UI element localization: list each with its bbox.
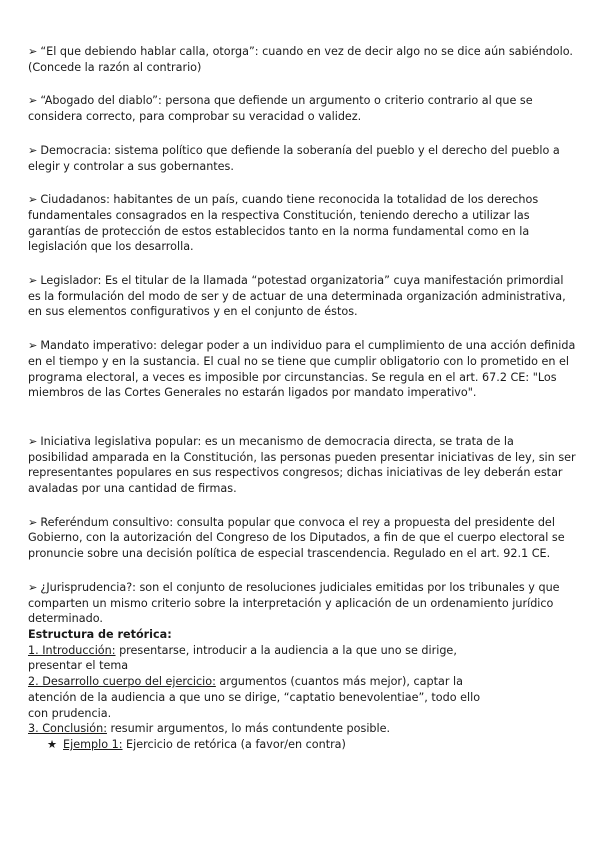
definition-calla [28, 44, 576, 75]
section-title: 2. Desarrollo cuerpo del ejercicio: [28, 675, 216, 689]
definition-text: Legislador: Es el titular de la llamada “potestad organizatoria” cuya manifestación primordial es la formulación del modo de ser y de actuar de una determinada organización administrativa, en sus elementos configurativos y en el conjunto de éstos. [28, 274, 566, 319]
section-text: argumentos (cuantos más mejor), captar la [215, 675, 463, 689]
section-text-line2: atención de la audiencia a que uno se dirige, “captatio benevolentiae”, todo ello [28, 690, 481, 704]
definition-text: Democracia: sistema político que defiende la soberanía del pueblo y el derecho del pueblo a elegir y controlar a sus gobernantes. [28, 143, 560, 173]
arrow-icon: ➢ [28, 515, 38, 529]
section-text-line3: con prudencia. [28, 706, 112, 720]
arrow-icon: ➢ [28, 580, 38, 594]
definition-text: Iniciativa legislativa popular: es un mecanismo de democracia directa, se trata de la posibilidad amparada en la Constitución, las personas pueden presentar iniciativas de ley, sin ser representantes populares en sus respectivos congresos; dichas iniciativas de ley deberán estar avaladas por una cantidad de firmas. [28, 434, 576, 496]
rhetoric-example [47, 737, 576, 753]
section-title: 3. Conclusión: [28, 722, 107, 736]
section-text-line2: presentar el tema [28, 659, 129, 673]
definition-legislador [28, 273, 576, 320]
arrow-icon: ➢ [28, 94, 38, 108]
definition-text: ¿Jurisprudencia?: son el conjunto de resoluciones judiciales emitidas por los tribunales y que comparten un mismo criterio sobre la interpretación y aplicación de un ordenamiento jurídico determinado. [28, 580, 560, 626]
rhetoric-section-introduccion [28, 643, 576, 674]
arrow-icon: ➢ [28, 339, 38, 353]
document-page [28, 44, 576, 753]
section-text: resumir argumentos, lo más contundente posible. [106, 722, 391, 736]
rhetoric-section-desarrollo [28, 674, 576, 721]
definition-mandato [28, 338, 576, 401]
arrow-icon: ➢ [28, 143, 38, 157]
definition-abogado [28, 93, 576, 124]
arrow-icon: ➢ [28, 193, 38, 207]
definition-text: “Abogado del diablo”: persona que defiende un argumento o criterio contrario al que se considera correcto, para comprobar su veracidad o validez. [28, 94, 533, 124]
definition-jurisprudencia [28, 580, 576, 627]
star-icon: ★ [47, 737, 58, 751]
definition-text: Referéndum consultivo: consulta popular que convoca el rey a propuesta del presidente del Gobierno, con la autorización del Congreso de los Diputados, a fin de que el cuerpo electoral se pronuncie sobre una decisión política de especial trascendencia. Regulado en el art. 92.1 CE. [28, 515, 565, 561]
rhetoric-section-conclusion [28, 721, 576, 737]
arrow-icon: ➢ [28, 274, 38, 288]
definition-text: Mandato imperativo: delegar poder a un individuo para el cumplimiento de una acción definida en el tiempo y en la sustancia. El cual no se tiene que cumplir obligatorio con lo prometido en el programa electoral, a veces es imposible por circunstancias. Se regula en el art. 67.2 CE: "Los miembros de las Cortes Generales no estarán ligados por mandato imperativo". [28, 339, 576, 400]
arrow-icon: ➢ [28, 434, 38, 448]
definition-text: “El que debiendo hablar calla, otorga”: cuando en vez de decir algo no se dice aún sabiéndolo. (Concede la razón al contrario) [28, 45, 573, 74]
example-title: Ejemplo 1: [63, 737, 123, 751]
definition-text: Ciudadanos: habitantes de un país, cuando tiene reconocida la totalidad de los derechos fundamentales consagrados en la respectiva Constitución, teniendo derecho a utilizar las garantías de protección de estos establecidos tanto en la norma fundamental como en la legislación que los desarrolla. [28, 193, 539, 254]
definition-referendum [28, 515, 576, 562]
definition-ciudadanos [28, 192, 576, 255]
section-text: presentarse, introducir a la audiencia a la que uno se dirige, [115, 643, 457, 657]
example-text: Ejercicio de retórica (a favor/en contra) [122, 737, 346, 751]
arrow-icon: ➢ [28, 45, 38, 58]
rhetoric-heading: Estructura de retórica: [28, 627, 172, 641]
section-title: 1. Introducción: [28, 643, 116, 657]
definition-democracia [28, 143, 576, 174]
definition-iniciativa [28, 434, 576, 497]
